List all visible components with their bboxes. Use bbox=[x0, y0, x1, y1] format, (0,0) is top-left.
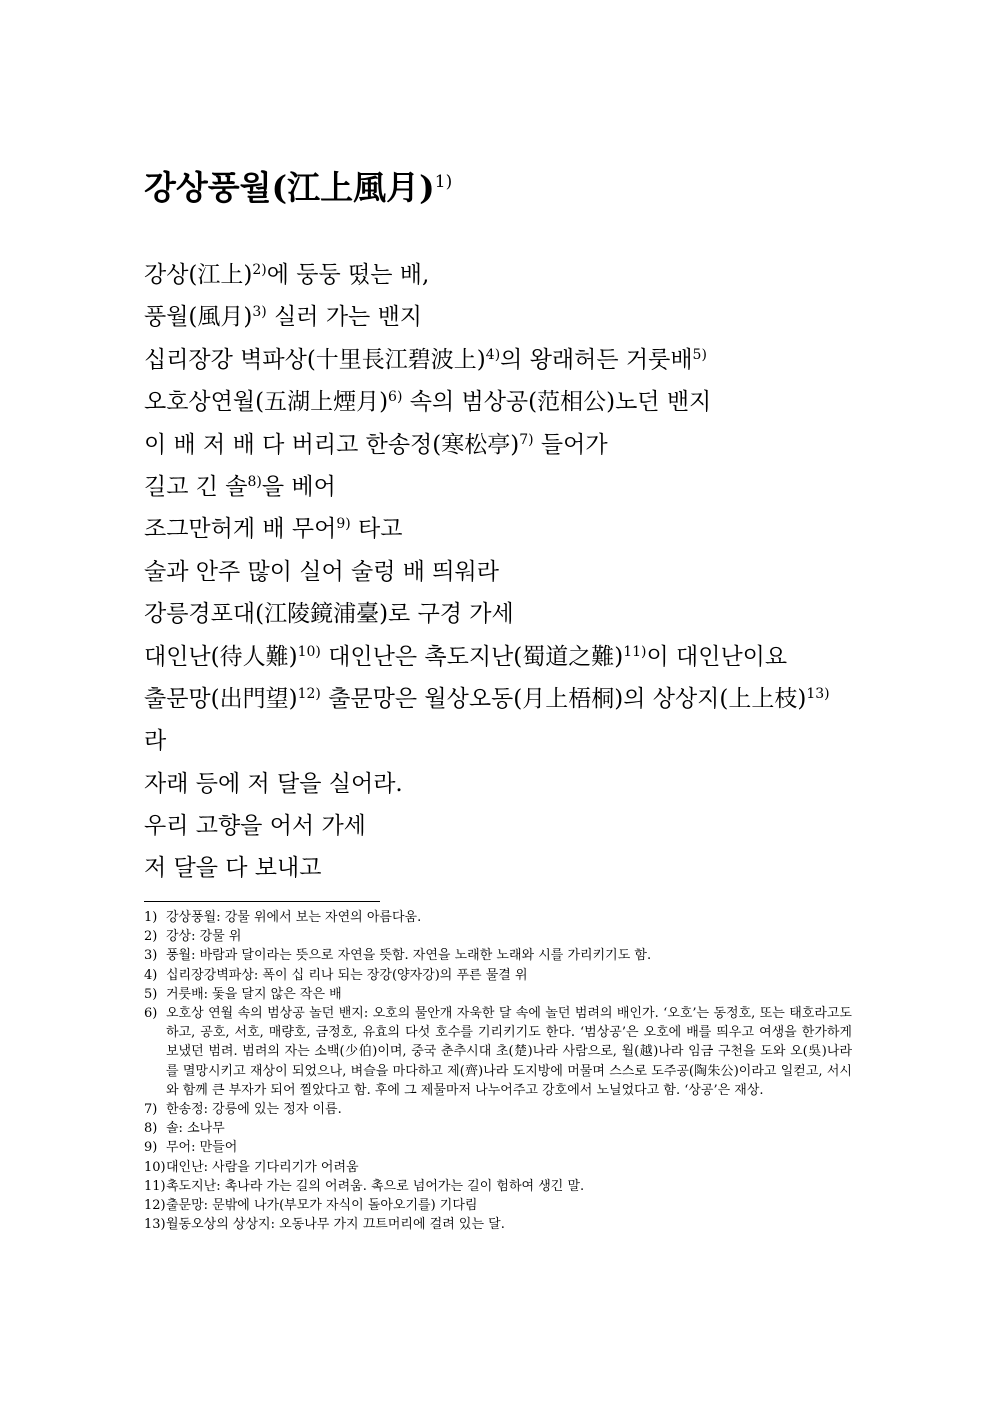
poem-text: 자래 등에 저 달을 실어라. bbox=[144, 770, 403, 797]
poem-text: 이 배 저 배 다 버리고 한송정(寒松亭) bbox=[144, 431, 520, 458]
poem-line bbox=[144, 720, 864, 762]
footnote-number: 6) bbox=[144, 1006, 158, 1022]
poem-text: 의 왕래허든 거룻배 bbox=[500, 346, 693, 373]
footnote-ref: 12) bbox=[297, 685, 321, 702]
footnote-number: 2) bbox=[144, 929, 158, 945]
footnote-divider bbox=[144, 901, 380, 902]
footnote-text: 강상: 강물 위 bbox=[166, 929, 242, 945]
poem-line bbox=[144, 805, 864, 847]
footnote-text: 출문망: 문밖에 나가(부모가 자식이 돌아오기를) 기다림 bbox=[166, 1198, 478, 1214]
poem-line bbox=[144, 847, 864, 889]
footnote-text: 대인난: 사람을 기다리기가 어려움 bbox=[166, 1159, 359, 1175]
footnote-item bbox=[144, 927, 852, 946]
poem-text: 강상(江上) bbox=[144, 262, 253, 288]
footnote-ref: 3) bbox=[252, 304, 267, 321]
footnote-text: 십리장강벽파상: 폭이 십 리나 되는 장강(양자강)의 푸른 물결 위 bbox=[166, 967, 528, 983]
footnote-text: 오호상 연월 속의 범상공 놀던 밴지: 오호의 물안개 자욱한 달 속에 놀던 범려의 배인가. ‘오호’는 동정호, 또는 태호라고도 하고, 공호, 서호, 매량호, 금정호, 유효의 다섯 호수를 기리키기도 한다. ‘범상공’은 오호에 배를 띄우고 여생을 한가하게 보냈던 범려. 범려의 자는 소백(少伯)이며, 중국 춘추시대 초(楚)나라 사람으로, 월(越)나라 임금 구천을 도와 오(吳)나라를 멸망시키고 재상이 되었으나, 벼슬을 마다하고 제(齊)나라 도지방에 머물며 스스로 도주공(陶朱公)이라고 일컫고, 서시와 함께 큰 부자가 되어 찔았다고 함. 후에 그 제물마저 나누어주고 강호에서 노닐었다고 함. ‘상공’은 재상. bbox=[166, 1006, 852, 1098]
footnote-text: 월동오상의 상상지: 오동나무 가지 끄트머리에 걸려 있는 달. bbox=[166, 1217, 505, 1233]
footnote-number: 4) bbox=[144, 967, 158, 983]
poem-text: 속의 범상공(范相公)노던 밴지 bbox=[402, 389, 712, 416]
footnote-item bbox=[144, 1004, 852, 1100]
poem-text: 십리장강 벽파상(十里長江碧波上) bbox=[144, 346, 486, 373]
poem-text: 출문망은 월상오동(月上梧桐)의 상상지(上上枝) bbox=[320, 685, 807, 712]
footnote-text: 강상풍월: 강물 위에서 보는 자연의 아름다움. bbox=[166, 910, 422, 925]
footnote-text: 한송정: 강릉에 있는 정자 이름. bbox=[166, 1102, 342, 1118]
poem-text: 저 달을 다 보내고 bbox=[144, 855, 322, 882]
footnote-number: 11) bbox=[144, 1178, 166, 1194]
poem-text: 을 베어 bbox=[261, 473, 336, 500]
footnote-number: 12) bbox=[144, 1198, 166, 1214]
poem-text: 강릉경포대(江陵鏡浦臺)로 구경 가세 bbox=[144, 601, 514, 628]
footnotes bbox=[144, 908, 852, 1234]
footnote-text: 무어: 만들어 bbox=[166, 1140, 238, 1156]
poem-text: 출문망(出門望) bbox=[144, 685, 298, 712]
footnote-number: 13) bbox=[144, 1217, 166, 1233]
footnote-item bbox=[144, 985, 852, 1004]
poem-line bbox=[144, 466, 864, 508]
footnote-ref: 6) bbox=[388, 389, 403, 406]
footnote-ref: 2) bbox=[252, 262, 267, 278]
poem-text: 풍월(風月) bbox=[144, 304, 253, 331]
footnote-ref: 10) bbox=[297, 643, 321, 660]
poem-text: 라 bbox=[144, 728, 167, 755]
footnote-ref: 4) bbox=[485, 346, 501, 363]
footnote-text: 풍월: 바람과 달이라는 뜻으로 자연을 뜻함. 자연을 노래한 노래와 시를 가리키기도 함. bbox=[166, 948, 652, 964]
footnote-text: 촉도지난: 촉나라 가는 길의 어려움. 촉으로 넘어가는 길이 험하여 생긴 말. bbox=[166, 1178, 585, 1194]
footnote-number: 10) bbox=[144, 1159, 166, 1175]
poem-text: 조그만허게 배 무어 bbox=[144, 516, 337, 543]
poem-line bbox=[144, 551, 864, 593]
footnote-ref: 13) bbox=[806, 685, 830, 702]
footnote-number: 5) bbox=[144, 986, 158, 1002]
poem-text: 실러 가는 밴지 bbox=[266, 304, 423, 331]
title-text: 강상풍월(江上風月) bbox=[144, 168, 435, 207]
footnote-item bbox=[144, 1158, 852, 1177]
footnote-number: 8) bbox=[144, 1121, 158, 1137]
footnote-item bbox=[144, 1196, 852, 1215]
poem-line bbox=[144, 381, 864, 423]
poem-line bbox=[144, 339, 864, 381]
footnote-ref: 9) bbox=[336, 516, 351, 533]
poem-line bbox=[144, 636, 864, 678]
footnote-item bbox=[144, 946, 852, 965]
footnote-item bbox=[144, 908, 852, 927]
footnote-item bbox=[144, 1100, 852, 1119]
footnote-item bbox=[144, 1177, 852, 1196]
poem-text: 대인난(待人難) bbox=[144, 643, 298, 670]
footnote-number: 9) bbox=[144, 1140, 158, 1156]
poem-text: 들어가 bbox=[533, 431, 608, 458]
poem-line bbox=[144, 254, 864, 296]
page-title bbox=[144, 160, 452, 210]
poem-line bbox=[144, 424, 864, 466]
footnote-item bbox=[144, 1119, 852, 1138]
poem-text: 길고 긴 솔 bbox=[144, 473, 248, 500]
poem-text: 대인난은 촉도지난(蜀道之難) bbox=[320, 643, 624, 670]
poem-line bbox=[144, 678, 864, 720]
poem-line bbox=[144, 763, 864, 805]
footnote-item bbox=[144, 1215, 852, 1234]
footnote-item bbox=[144, 1138, 852, 1157]
footnote-item bbox=[144, 966, 852, 985]
footnote-ref: 11) bbox=[623, 643, 647, 660]
footnote-number: 1) bbox=[144, 910, 158, 925]
footnote-text: 거룻배: 돛을 달지 않은 작은 배 bbox=[166, 986, 342, 1002]
poem-text: 술과 안주 많이 실어 술렁 배 띄워라 bbox=[144, 558, 499, 585]
poem-body bbox=[144, 254, 864, 890]
footnote-ref: 5) bbox=[692, 346, 707, 363]
footnote-ref: 8) bbox=[247, 473, 262, 490]
footnote-number: 7) bbox=[144, 1102, 158, 1118]
poem-text: 이 대인난이요 bbox=[646, 643, 788, 670]
poem-text: 우리 고향을 어서 가세 bbox=[144, 813, 366, 840]
poem-text: 에 둥둥 떴는 배, bbox=[266, 262, 430, 288]
footnote-number: 3) bbox=[144, 948, 158, 964]
footnote-text: 솔: 소나무 bbox=[166, 1121, 225, 1137]
footnote-ref: 7) bbox=[519, 431, 534, 448]
title-footnote-ref: 1) bbox=[434, 172, 453, 192]
poem-line bbox=[144, 593, 864, 635]
poem-line bbox=[144, 296, 864, 338]
poem-line bbox=[144, 508, 864, 550]
poem-text: 타고 bbox=[350, 516, 403, 543]
poem-text: 오호상연월(五湖上煙月) bbox=[144, 389, 389, 416]
